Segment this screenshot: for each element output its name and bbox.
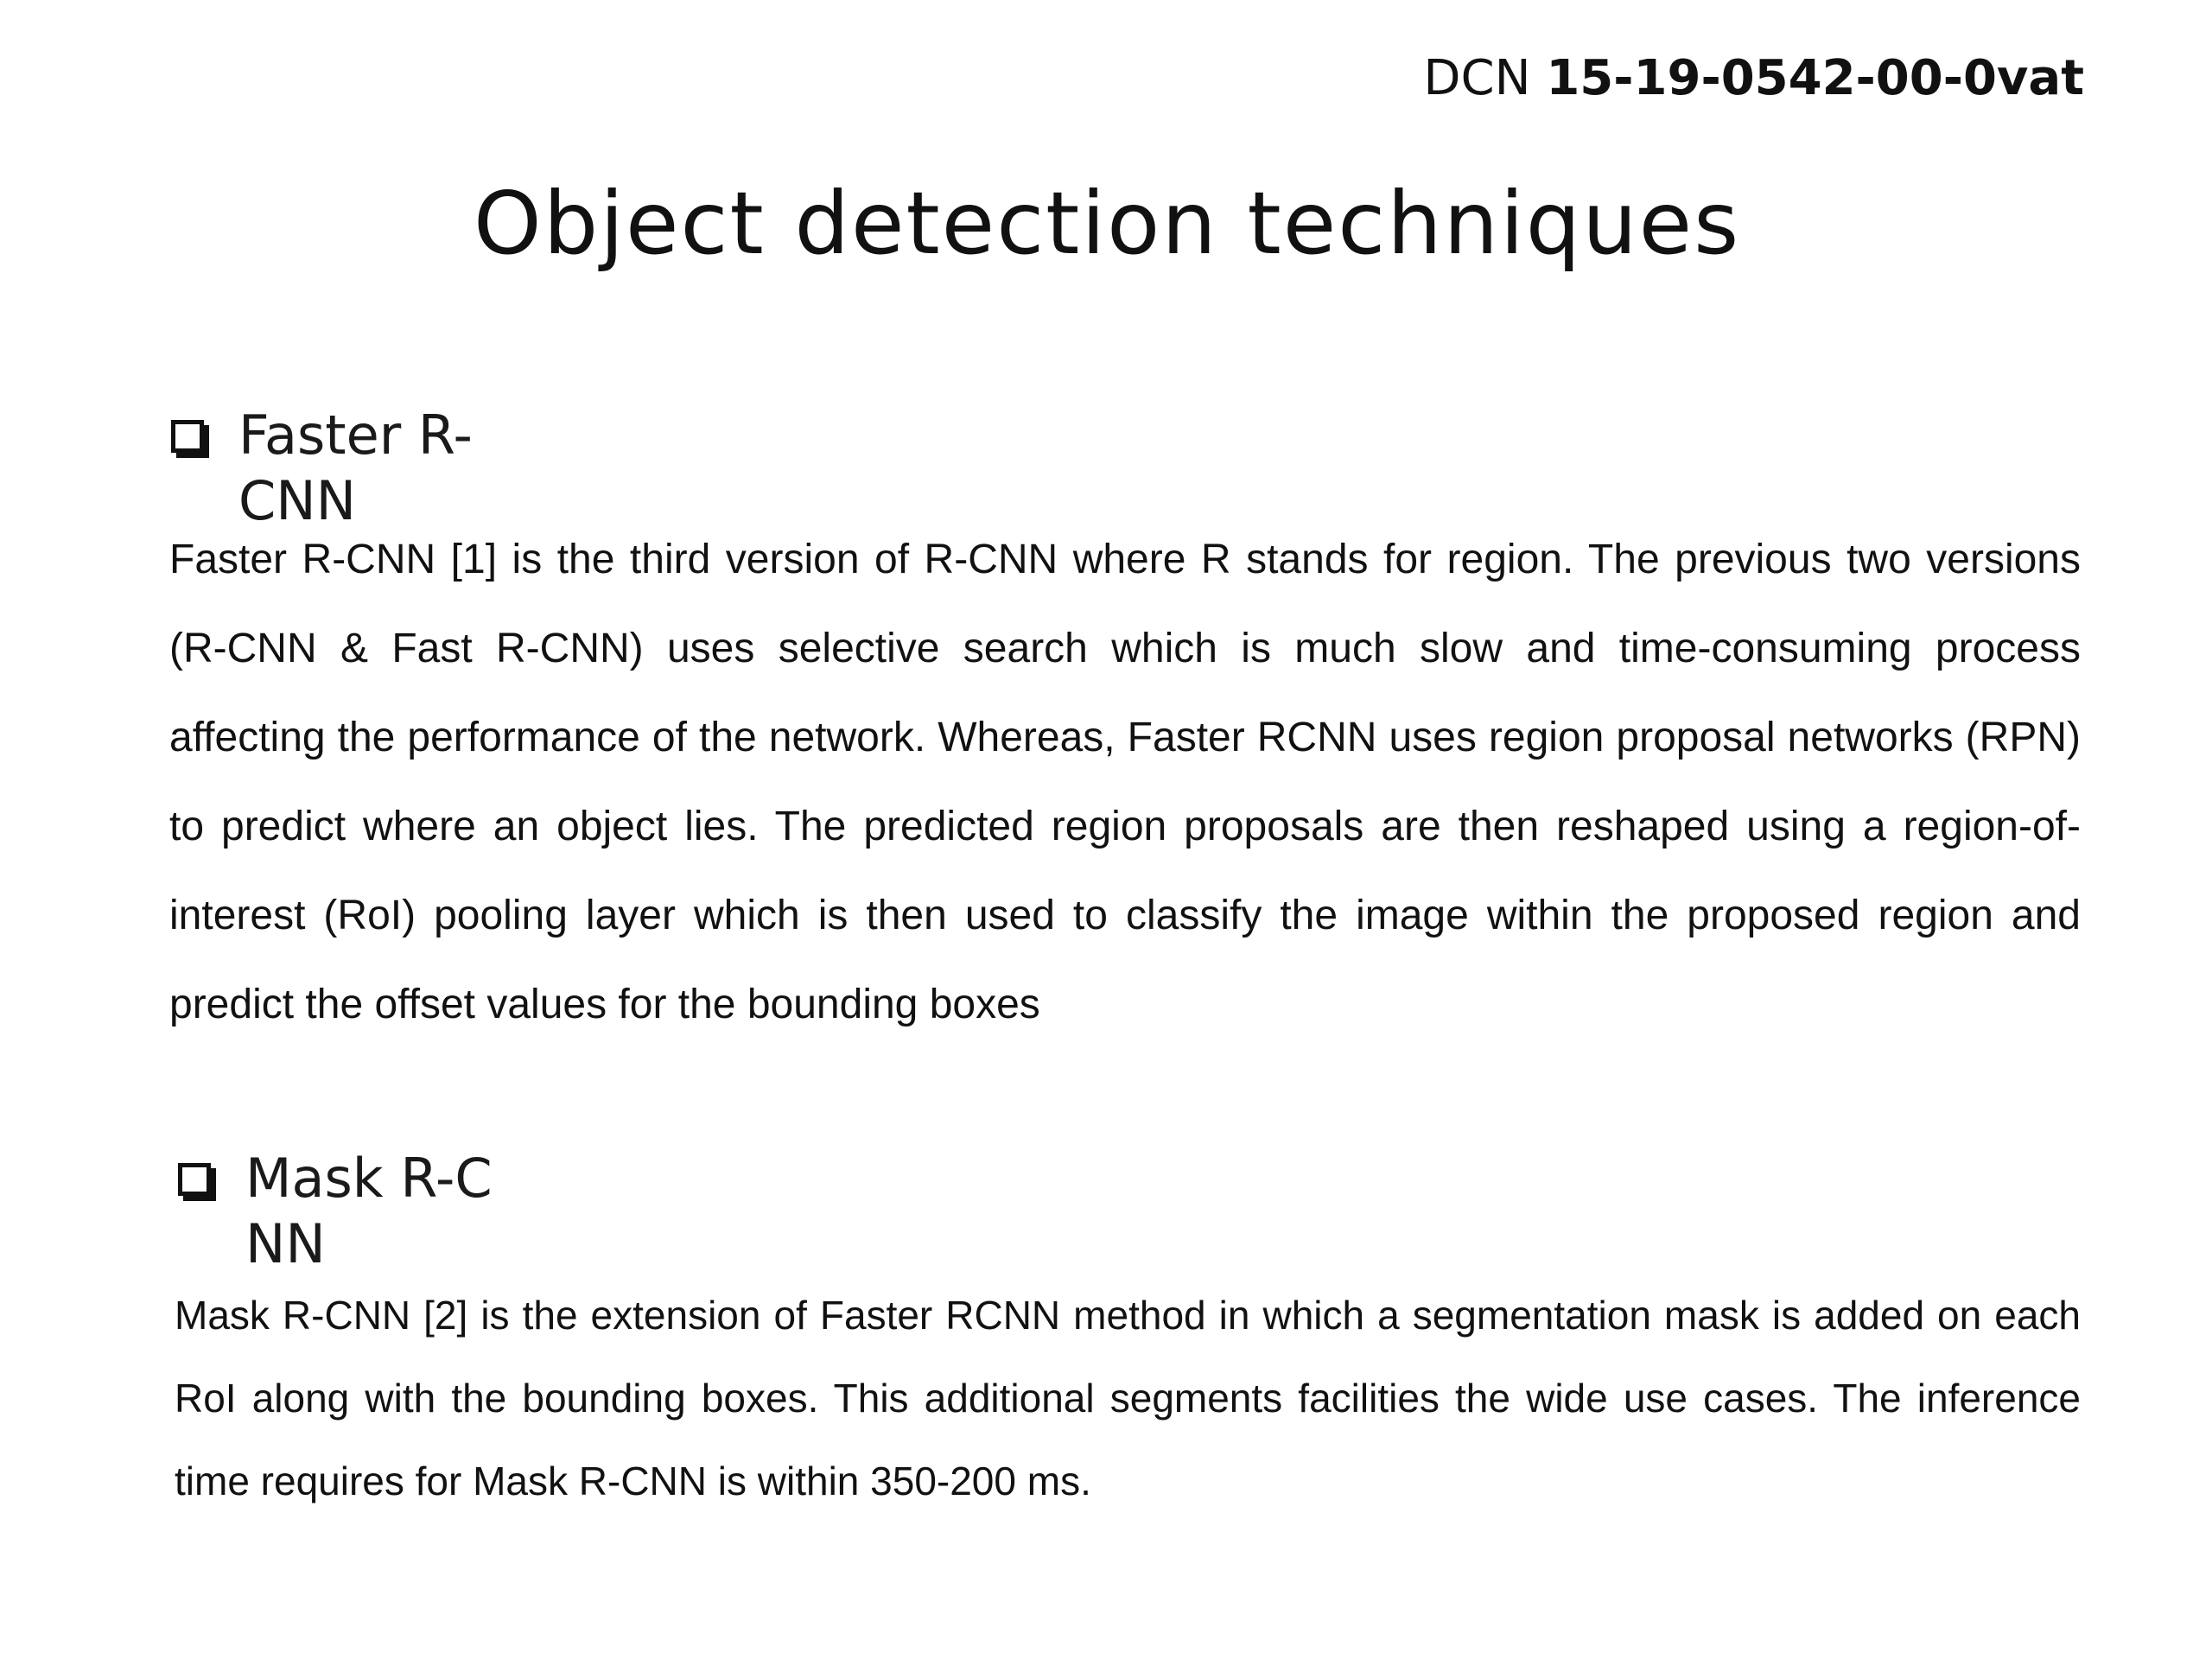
section-body-faster-rcnn: Faster R-CNN [1] is the third version of R-CNN where R stands for region. The previous two versions (R-CNN & Fast R-CNN) uses selective search which is much slow and time-consuming process affecting the performance of the network. Whereas, Faster RCNN uses region proposal networks (RPN) to predict where an object lies. The predicted region proposals are then reshaped using a region-of-interest (RoI) pooling layer which is then used to classify the image within the proposed region and predict the offset values for the bounding boxes <box>169 537 2081 1027</box>
checkbox-bullet-icon <box>171 420 204 453</box>
dcn-number: 15-19-0542-00-0vat <box>1546 50 2084 106</box>
document-control-number <box>1423 50 2084 106</box>
checkbox-bullet-icon <box>178 1163 211 1196</box>
slide-title: Object detection techniques <box>474 173 1741 274</box>
section-heading-text: Faster R-CNN <box>238 404 473 532</box>
section-body-mask-rcnn: Mask R-CNN [2] is the extension of Faster RCNN method in which a segmentation mask is added on each RoI along with the bounding boxes. This additional segments facilities the wide use cases. The inference time requires for Mask R-CNN is within 350-200 ms. <box>175 1293 2081 1503</box>
dcn-label: DCN <box>1423 50 1531 106</box>
section-heading-text: Mask R-CNN <box>245 1147 493 1275</box>
section-heading-mask-rcnn <box>178 1146 505 1277</box>
